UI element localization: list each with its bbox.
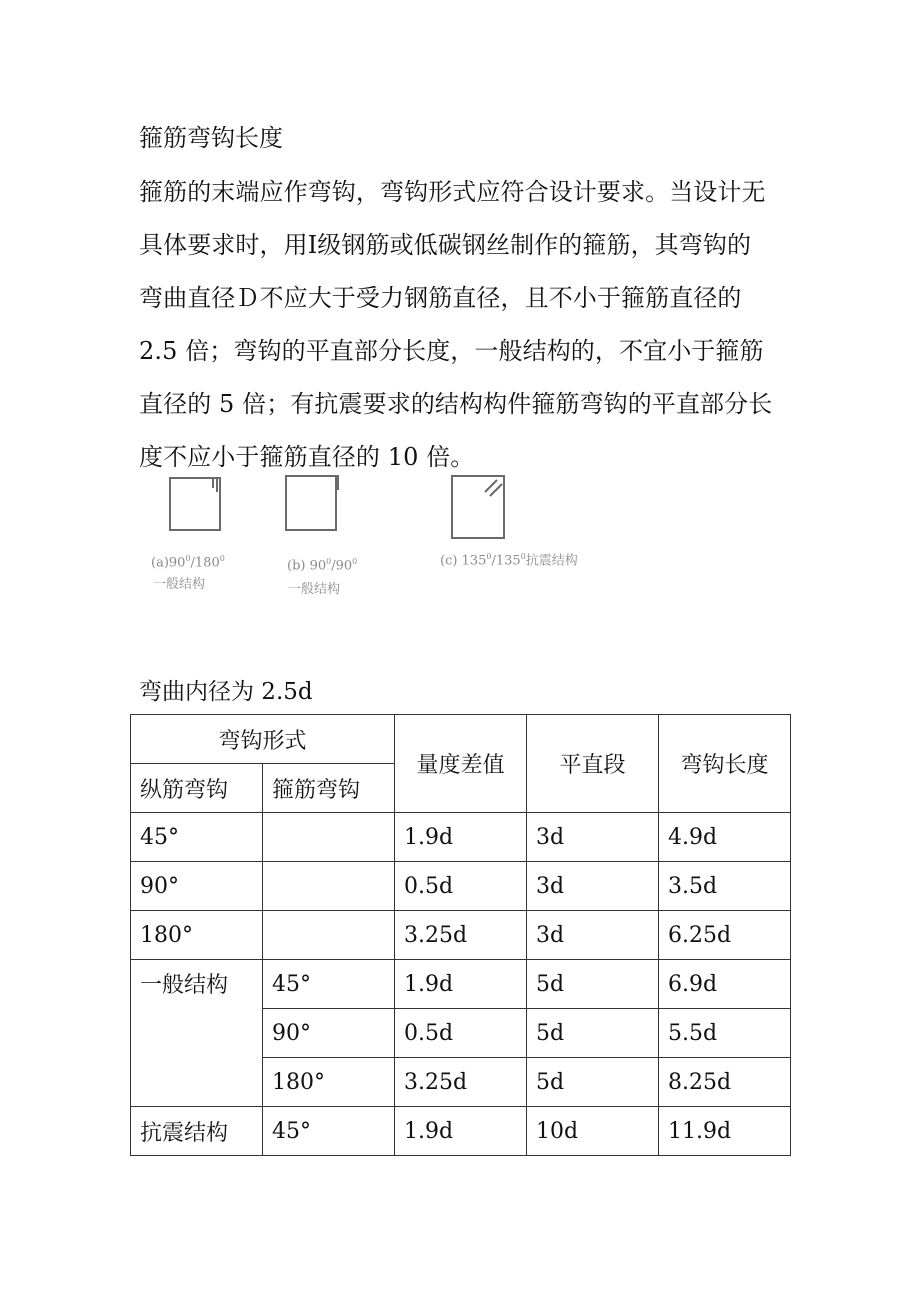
table-row xyxy=(131,862,791,911)
stirrup-hook-figure xyxy=(139,466,599,606)
caption-c: (c) $135^0/135^0$抗震结构 xyxy=(440,552,578,569)
cell-hook-length: 11.9d xyxy=(659,1107,791,1156)
cell-difference: 3.25d xyxy=(395,911,527,960)
caption-b-type: 一般结构 xyxy=(288,582,341,597)
header-stirrup-hook: 箍筋弯钩 xyxy=(263,764,395,813)
cell-difference: 0.5d xyxy=(395,1009,527,1058)
cell-difference: 1.9d xyxy=(395,1107,527,1156)
stirrup-diagrams xyxy=(139,466,599,606)
cell-straight: 5d xyxy=(527,1058,659,1107)
stirrup-diagram-c xyxy=(452,476,504,538)
cell-straight: 3d xyxy=(527,862,659,911)
cell-hook-length: 8.25d xyxy=(659,1058,791,1107)
cell-col1: 一般结构 xyxy=(131,960,263,1107)
cell-hook-length: 4.9d xyxy=(659,813,791,862)
cell-straight: 5d xyxy=(527,1009,659,1058)
cell-difference: 1.9d xyxy=(395,960,527,1009)
table-caption: 弯曲内径为 2.5d xyxy=(139,679,313,705)
paragraph-line: 弯曲直径Ｄ不应大于受力钢筋直径，且不小于箍筋直径的 xyxy=(139,284,742,312)
cell-straight: 10d xyxy=(527,1107,659,1156)
cell-col1: 45° xyxy=(131,813,263,862)
stirrup-diagram-a xyxy=(170,478,220,530)
caption-b: (b) $90^0/90^0$ xyxy=(287,557,358,574)
page-title: 箍筋弯钩长度 xyxy=(139,124,283,152)
header-longitudinal-hook: 纵筋弯钩 xyxy=(131,764,263,813)
cell-col2: 90° xyxy=(263,1009,395,1058)
cell-straight: 5d xyxy=(527,960,659,1009)
header-difference: 量度差值 xyxy=(395,715,527,813)
cell-difference: 1.9d xyxy=(395,813,527,862)
header-hook-form: 弯钩形式 xyxy=(131,715,395,764)
cell-hook-length: 6.9d xyxy=(659,960,791,1009)
header-hook-length: 弯钩长度 xyxy=(659,715,791,813)
stirrup-diagram-b xyxy=(286,476,338,530)
cell-col1: 180° xyxy=(131,911,263,960)
paragraph-line: 度不应小于箍筋直径的 10 倍。 xyxy=(139,443,475,471)
paragraph-line: 2.5 倍；弯钩的平直部分长度，一般结构的，不宜小于箍筋 xyxy=(139,337,764,365)
cell-col2: 180° xyxy=(263,1058,395,1107)
paragraph-line: 具体要求时，用Ⅰ级钢筋或低碳钢丝制作的箍筋，其弯钩的 xyxy=(139,231,752,259)
caption-a: $(a)90^0/180^0$ xyxy=(151,554,225,571)
cell-col1: 抗震结构 xyxy=(131,1107,263,1156)
cell-col2 xyxy=(263,862,395,911)
table-row xyxy=(131,911,791,960)
cell-hook-length: 6.25d xyxy=(659,911,791,960)
description-paragraph xyxy=(139,166,789,484)
cell-hook-length: 3.5d xyxy=(659,862,791,911)
cell-col2 xyxy=(263,813,395,862)
table-header-row xyxy=(131,715,791,764)
cell-col1: 90° xyxy=(131,862,263,911)
header-straight: 平直段 xyxy=(527,715,659,813)
cell-difference: 3.25d xyxy=(395,1058,527,1107)
cell-col2: 45° xyxy=(263,960,395,1009)
cell-hook-length: 5.5d xyxy=(659,1009,791,1058)
cell-col2 xyxy=(263,911,395,960)
table-row xyxy=(131,813,791,862)
cell-straight: 3d xyxy=(527,813,659,862)
cell-straight: 3d xyxy=(527,911,659,960)
cell-difference: 0.5d xyxy=(395,862,527,911)
cell-col2: 45° xyxy=(263,1107,395,1156)
table-row xyxy=(131,960,791,1009)
hook-length-table xyxy=(130,714,791,1156)
table-row xyxy=(131,1107,791,1156)
caption-a-type: 一般结构 xyxy=(153,577,206,592)
paragraph-line: 箍筋的末端应作弯钩，弯钩形式应符合设计要求。当设计无 xyxy=(139,178,766,206)
paragraph-line: 直径的 5 倍；有抗震要求的结构构件箍筋弯钩的平直部分长 xyxy=(139,390,773,418)
